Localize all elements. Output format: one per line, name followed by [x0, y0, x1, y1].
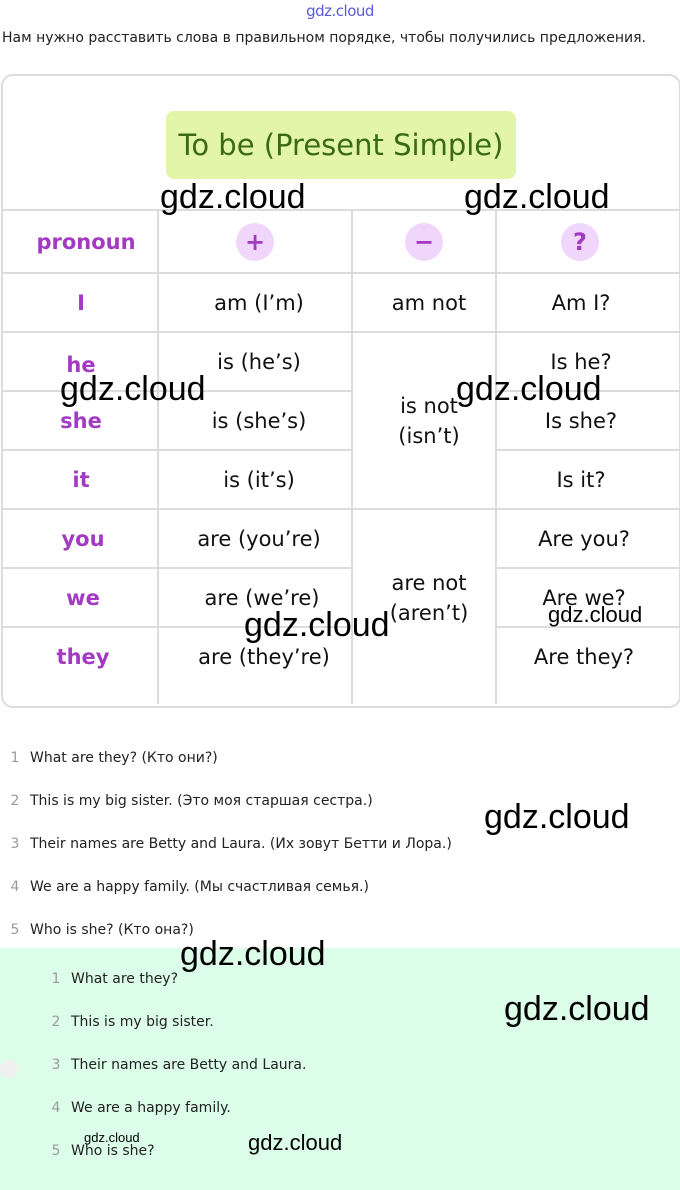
list-item: 1 What are they? (Кто они?) [10, 750, 218, 766]
pronoun-you: you [61, 526, 105, 551]
question-icon: ? [561, 223, 599, 261]
affirmative-they: are (they’re) [198, 644, 330, 669]
watermark: gdz.cloud [180, 935, 326, 973]
pronoun-she: she [60, 408, 102, 433]
affirmative-we: are (we’re) [204, 585, 320, 610]
site-logo[interactable]: gdz.cloud [306, 2, 374, 20]
affirmative-i: am (I’m) [214, 290, 304, 315]
watermark: gdz.cloud [244, 606, 390, 644]
affirmative-you: are (you’re) [197, 526, 321, 551]
question-you: Are you? [538, 526, 630, 551]
pronoun-he: he [66, 353, 96, 377]
task-instruction: Нам нужно расставить слова в правильном порядке, чтобы получились предложения. [2, 30, 646, 46]
negative-he-she-it: is not (isn’t) [398, 394, 460, 448]
answer-item: 3 Their names are Betty and Laura. [51, 1057, 307, 1073]
table-title: To be (Present Simple) [166, 111, 516, 179]
answer-item: 4 We are a happy family. [51, 1100, 231, 1116]
question-he: Is he? [550, 349, 612, 374]
list-item: 2 This is my big sister. (Это моя старшая сестра.) [10, 793, 373, 809]
affirmative-she: is (she’s) [211, 408, 307, 433]
question-we: Are we? [542, 585, 626, 610]
watermark: gdz.cloud [60, 370, 206, 408]
pronoun-we: we [66, 585, 100, 610]
watermark: gdz.cloud [464, 178, 610, 216]
watermark: gdz.cloud [248, 1130, 343, 1155]
answer-item: 2 This is my big sister. [51, 1014, 214, 1030]
answer-item: 5 Who is she? [51, 1143, 155, 1159]
pronoun-i: I [77, 290, 85, 315]
list-item: 3 Their names are Betty and Laura. (Их зовут Бетти и Лора.) [10, 836, 452, 852]
pronoun-it: it [72, 467, 90, 492]
question-i: Am I? [551, 290, 611, 315]
question-she: Is she? [544, 408, 618, 433]
affirmative-he: is (he’s) [217, 349, 301, 374]
header-pronoun: pronoun [36, 229, 136, 254]
minus-icon: − [405, 223, 443, 261]
watermark: gdz.cloud [84, 1130, 140, 1145]
pronoun-they: they [56, 644, 110, 669]
list-item: 4 We are a happy family. (Мы счастливая семья.) [10, 879, 369, 895]
play-icon[interactable] [0, 1060, 18, 1078]
watermark: gdz.cloud [456, 370, 602, 408]
question-it: Is it? [556, 467, 606, 492]
answer-item: 1 What are they? [51, 971, 179, 987]
watermark: gdz.cloud [484, 798, 630, 836]
watermark: gdz.cloud [504, 990, 650, 1028]
watermark: gdz.cloud [548, 602, 643, 627]
question-they: Are they? [533, 644, 635, 669]
negative-you-we-they: are not (aren’t) [389, 571, 469, 625]
plus-icon: + [236, 223, 274, 261]
affirmative-it: is (it’s) [223, 467, 295, 492]
list-item: 5 Who is she? (Кто она?) [10, 922, 194, 938]
negative-i: am not [391, 290, 467, 315]
watermark: gdz.cloud [160, 178, 306, 216]
